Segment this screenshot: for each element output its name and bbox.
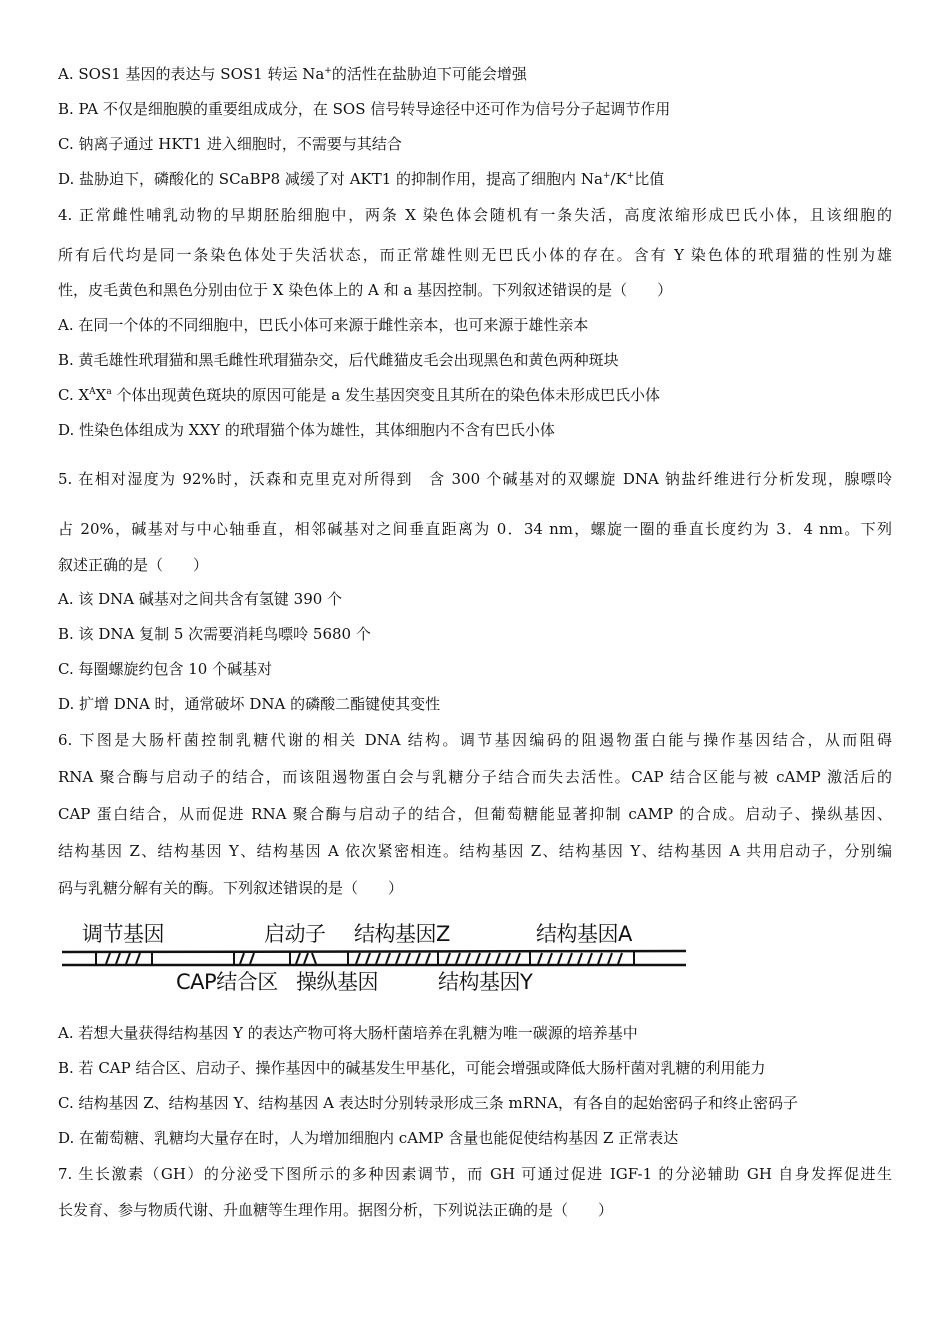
q5-stem-line-3: 叙述正确的是（ ） [58, 556, 209, 574]
q3-option-a: A. SOS1 基因的表达与 SOS1 转运 Na+的活性在盐胁迫下可能会增强 [58, 65, 527, 83]
q6-stem-line-2: RNA 聚合酶与启动子的结合，而该阻遏物蛋白会与乳糖分子结合而失去活性。CAP 结合区能与被 cAMP 激活后的 [58, 768, 892, 786]
q4-option-a: A. 在同一个体的不同细胞中，巴氏小体可来源于雌性亲本，也可来源于雄性亲本 [58, 316, 589, 334]
q6-option-d: D. 在葡萄糖、乳糖均大量存在时，人为增加细胞内 cAMP 含量也能促使结构基因 Z 正常表达 [58, 1129, 679, 1147]
q6-stem-line-4: 结构基因 Z、结构基因 Y、结构基因 A 依次紧密相连。结构基因 Z、结构基因 Y、结构基因 A 共用启动子，分别编 [58, 842, 892, 860]
q5-stem-line-1: 5. 在相对湿度为 92%时，沃森和克里克对所得到 含 300 个碱基对的双螺旋 DNA 钠盐纤维进行分析发现，腺嘌呤 [58, 470, 892, 488]
q4-stem-line-2: 所有后代均是同一条染色体处于失活状态，而正常雄性则无巴氏小体的存在。含有 Y 染色体的玳瑁猫的性别为雄 [58, 246, 892, 264]
q6-stem-line-3: CAP 蛋白结合，从而促进 RNA 聚合酶与启动子的结合，但葡萄糖能显著抑制 cAMP 的合成。启动子、操纵基因、 [58, 805, 892, 823]
q3-option-d: D. 盐胁迫下，磷酸化的 SCaBP8 减缓了对 AKT1 的抑制作用，提高了细胞内 Na+/K+比值 [58, 170, 665, 188]
q6-option-b: B. 若 CAP 结合区、启动子、操作基因中的碱基发生甲基化，可能会增强或降低大肠杆菌对乳糖的利用能力 [58, 1059, 766, 1077]
label-structural-gene-z: 结构基因Z [354, 922, 450, 946]
q5-option-c: C. 每圈螺旋约包含 10 个碱基对 [58, 660, 273, 678]
q4-option-c: C. $X^AX^a$ 个体出现黄色斑块的原因可能是 a 发生基因突变且其所在的染色体未形成巴氏小体 [58, 386, 660, 404]
q6-option-c: C. 结构基因 Z、结构基因 Y、结构基因 A 表达时分别转录形成三条 mRNA，有各自的起始密码子和终止密码子 [58, 1094, 798, 1112]
label-cap-binding-region: CAP结合区 [176, 970, 278, 994]
q5-option-a: A. 该 DNA 碱基对之间共含有氢键 390 个 [58, 590, 343, 608]
q5-option-d: D. 扩增 DNA 时，通常破坏 DNA 的磷酸二酯键使其变性 [58, 695, 441, 713]
q4-option-d: D. 性染色体组成为 XXY 的玳瑁猫个体为雄性，其体细胞内不含有巴氏小体 [58, 421, 555, 439]
label-operator-gene: 操纵基因 [296, 970, 378, 994]
operon-diagram [58, 918, 698, 1000]
dna-strand [58, 948, 698, 970]
q4-stem-line-3: 性，皮毛黄色和黑色分别由位于 X 染色体上的 A 和 a 基因控制。下列叙述错误的是（ ） [58, 281, 673, 299]
label-structural-gene-a: 结构基因A [536, 922, 632, 946]
label-promoter: 启动子 [264, 922, 326, 946]
q6-stem-line-1: 6. 下图是大肠杆菌控制乳糖代谢的相关 DNA 结构。调节基因编码的阻遏物蛋白能与操作基因结合，从而阻碍 [58, 731, 892, 749]
q6-option-a: A. 若想大量获得结构基因 Y 的表达产物可将大肠杆菌培养在乳糖为唯一碳源的培养基中 [58, 1024, 638, 1042]
q7-stem-line-1: 7. 生长激素（GH）的分泌受下图所示的多种因素调节，而 GH 可通过促进 IGF-1 的分泌辅助 GH 自身发挥促进生 [58, 1165, 892, 1183]
q4-stem-line-1: 4. 正常雌性哺乳动物的早期胚胎细胞中，两条 X 染色体会随机有一条失活，高度浓缩形成巴氏小体，且该细胞的 [58, 206, 892, 224]
q6-stem-line-5: 码与乳糖分解有关的酶。下列叙述错误的是（ ） [58, 879, 404, 897]
q5-stem-line-2: 占 20%，碱基对与中心轴垂直，相邻碱基对之间垂直距离为 0．34 nm，螺旋一圈的垂直长度约为 3．4 nm。下列 [58, 520, 892, 538]
q7-stem-line-2: 长发育、参与物质代谢、升血糖等生理作用。据图分析，下列说法正确的是（ ） [58, 1201, 614, 1219]
label-structural-gene-y: 结构基因Y [438, 970, 533, 994]
q5-option-b: B. 该 DNA 复制 5 次需要消耗鸟嘌呤 5680 个 [58, 625, 371, 643]
label-regulatory-gene: 调节基因 [82, 922, 164, 946]
q3-option-c: C. 钠离子通过 HKT1 进入细胞时，不需要与其结合 [58, 135, 402, 153]
q3-option-b: B. PA 不仅是细胞膜的重要组成成分，在 SOS 信号转导途径中还可作为信号分子起调节作用 [58, 100, 671, 118]
q4-option-b: B. 黄毛雄性玳瑁猫和黑毛雌性玳瑁猫杂交，后代雌猫皮毛会出现黑色和黄色两种斑块 [58, 351, 619, 369]
